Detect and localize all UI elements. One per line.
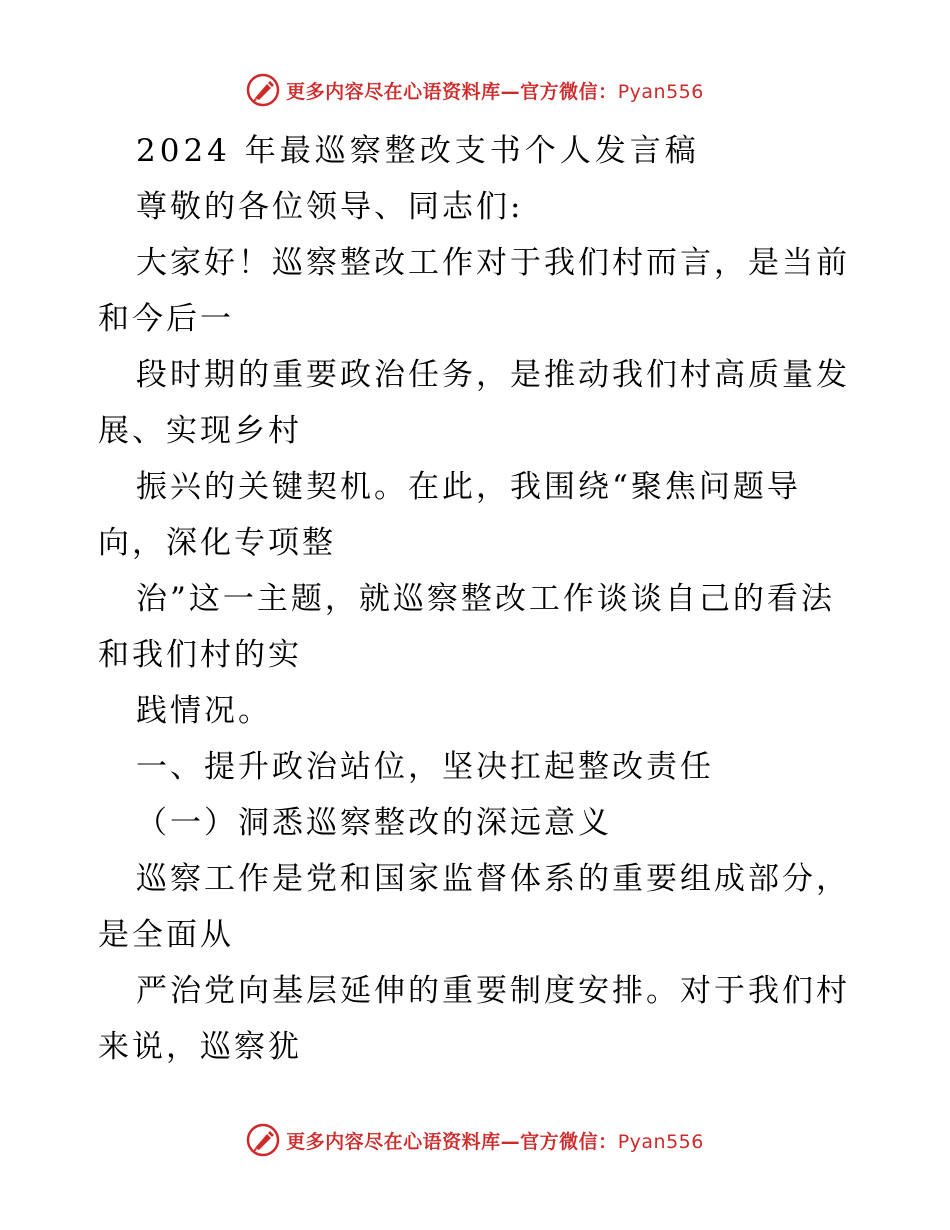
banner-wechat-label: 官方微信： (520, 80, 618, 103)
paragraph-line: 治”这一主题，就巡察整改工作谈谈自己的看法 (136, 581, 835, 617)
paragraph-line: 是全面从 (98, 917, 234, 953)
header-banner (0, 70, 950, 110)
banner-text (286, 77, 704, 104)
banner-content (246, 73, 704, 107)
paragraph-line: 段时期的重要政治任务，是推动我们村高质量发 (136, 357, 850, 393)
paragraph-line: 振兴的关键契机。在此，我围绕“聚焦问题导 (136, 469, 801, 505)
paragraph-line: 巡察工作是党和国家监督体系的重要组成部分， (136, 861, 850, 897)
paragraph-line: 践情况。 (136, 693, 272, 729)
paragraph-line: 向，深化专项整 (98, 525, 336, 561)
banner-wechat-label: 官方微信： (520, 1130, 618, 1153)
banner-slogan: 更多内容尽在心语资料库 (286, 1130, 501, 1153)
document-body (98, 123, 858, 1075)
banner-wechat-id: Pyan556 (617, 80, 704, 103)
banner-dash: — (500, 80, 521, 103)
banner-slogan: 更多内容尽在心语资料库 (286, 80, 501, 103)
pen-circle-logo-icon (246, 1123, 280, 1157)
paragraph-line: 和我们村的实 (98, 637, 302, 673)
banner-text (286, 1127, 704, 1154)
paragraph-line: 大家好！巡察整改工作对于我们村而言，是当前 (136, 245, 850, 281)
paragraph-line: 展、实现乡村 (98, 413, 302, 449)
paragraph-line: （一）洞悉巡察整改的深远意义 (136, 805, 612, 841)
banner-content (246, 1123, 704, 1157)
document-title: 2024 年最巡察整改支书个人发言稿 (136, 133, 700, 169)
footer-banner (0, 1120, 950, 1160)
paragraph-line: 一、提升政治站位，坚决扛起整改责任 (136, 749, 714, 785)
banner-wechat-id: Pyan556 (617, 1130, 704, 1153)
paragraph-line: 和今后一 (98, 301, 234, 337)
pen-circle-logo-icon (246, 73, 280, 107)
paragraph-line: 严治党向基层延伸的重要制度安排。对于我们村 (136, 973, 850, 1009)
paragraph-line: 尊敬的各位领导、同志们: (136, 189, 524, 225)
paragraph-line: 来说，巡察犹 (98, 1029, 302, 1065)
banner-dash: — (500, 1130, 521, 1153)
